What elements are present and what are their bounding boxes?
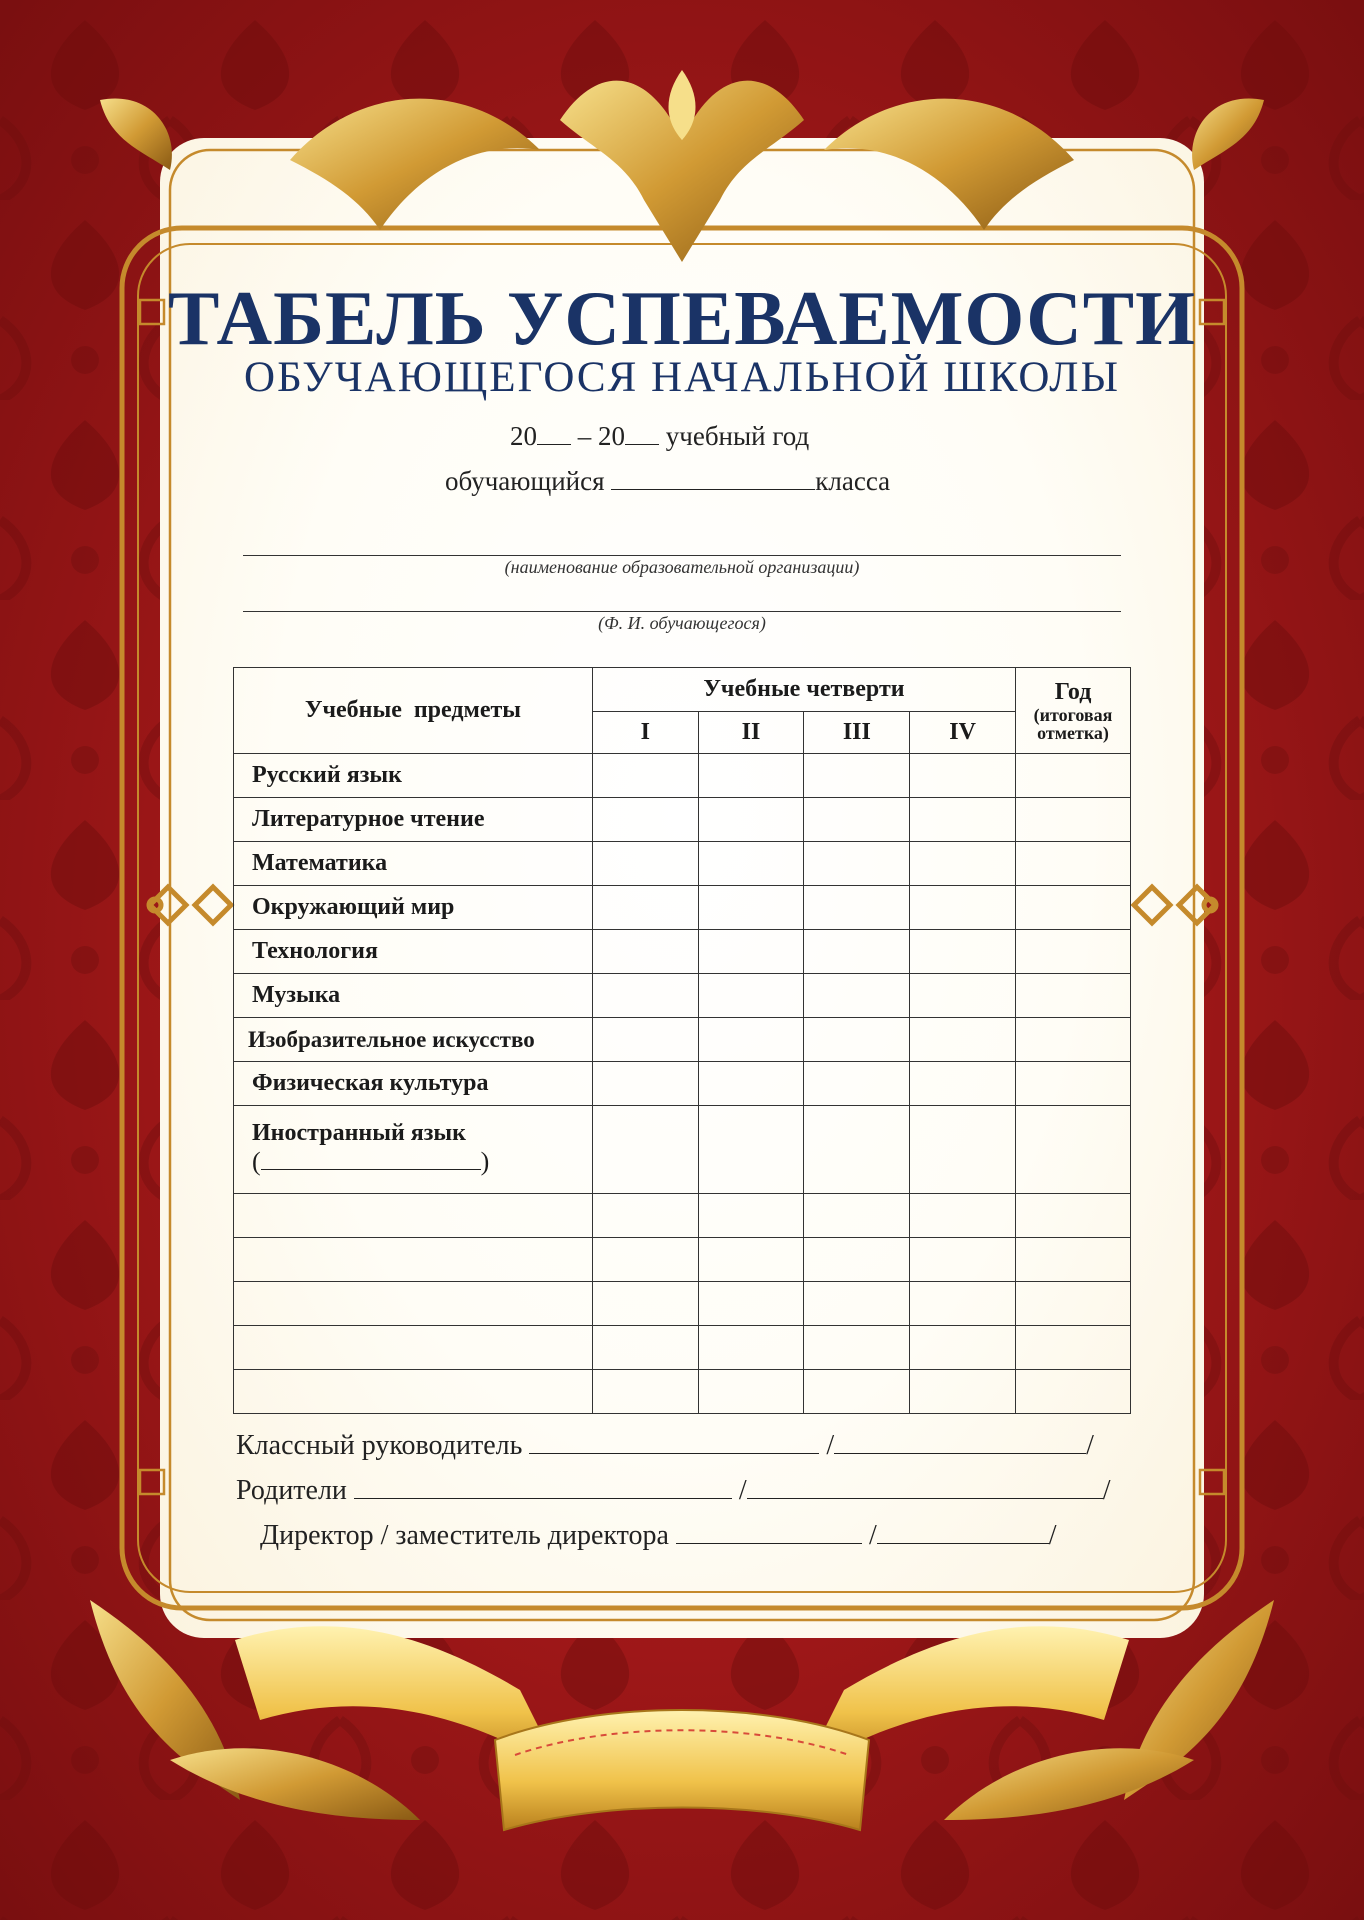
grade-cell[interactable]	[1016, 842, 1131, 886]
quarter-3-header: III	[804, 712, 910, 754]
grade-cell[interactable]	[698, 1062, 804, 1106]
grade-cell[interactable]	[698, 1018, 804, 1062]
grade-cell[interactable]	[1016, 1238, 1131, 1282]
grade-cell[interactable]	[592, 1106, 698, 1194]
subject-label: Иностранный язык	[252, 1120, 466, 1146]
class-blank[interactable]	[611, 465, 815, 490]
subject-cell-empty[interactable]	[234, 1238, 593, 1282]
grade-cell[interactable]	[592, 974, 698, 1018]
grade-cell[interactable]	[804, 974, 910, 1018]
table-row	[234, 1194, 1131, 1238]
grade-cell[interactable]	[592, 1370, 698, 1414]
class-teacher-name-blank[interactable]	[834, 1427, 1086, 1454]
year-end-blank[interactable]	[625, 420, 659, 445]
grade-cell[interactable]	[592, 886, 698, 930]
subject-cell-empty[interactable]	[234, 1194, 593, 1238]
table-row	[234, 1238, 1131, 1282]
grade-cell[interactable]	[1016, 1370, 1131, 1414]
grade-cell[interactable]	[910, 842, 1016, 886]
table-header-row	[234, 668, 1131, 712]
table-row	[234, 1326, 1131, 1370]
grade-cell[interactable]	[592, 798, 698, 842]
grade-cell[interactable]	[592, 930, 698, 974]
school-year-line: 20 – 20 учебный год	[510, 421, 810, 451]
grade-cell[interactable]	[698, 1194, 804, 1238]
grade-cell[interactable]	[592, 754, 698, 798]
grade-cell[interactable]	[592, 1326, 698, 1370]
parents-sign-blank[interactable]	[354, 1472, 732, 1499]
grade-cell[interactable]	[804, 1194, 910, 1238]
grade-cell[interactable]	[910, 1282, 1016, 1326]
grade-cell[interactable]	[910, 798, 1016, 842]
grade-cell[interactable]	[910, 930, 1016, 974]
table-row	[234, 974, 1131, 1018]
class-line: обучающийся класса	[445, 466, 891, 496]
grade-cell[interactable]	[1016, 1194, 1131, 1238]
table-row	[234, 886, 1131, 930]
grade-cell[interactable]	[698, 974, 804, 1018]
table-row	[234, 842, 1131, 886]
grade-cell[interactable]	[592, 842, 698, 886]
class-teacher-sign-blank[interactable]	[529, 1427, 819, 1454]
grade-cell[interactable]	[804, 754, 910, 798]
grade-cell[interactable]	[698, 842, 804, 886]
student-caption: (Ф. И. обучающегося)	[598, 613, 766, 633]
grade-cell[interactable]	[1016, 754, 1131, 798]
grade-cell[interactable]	[804, 1326, 910, 1370]
grade-cell[interactable]	[910, 974, 1016, 1018]
grade-cell[interactable]	[698, 1370, 804, 1414]
grade-cell[interactable]	[592, 1194, 698, 1238]
grade-cell[interactable]	[698, 1282, 804, 1326]
subject-label: Русский язык	[234, 754, 593, 798]
director-signature: Директор / заместитель директора / /	[260, 1517, 1057, 1552]
grade-cell[interactable]	[592, 1238, 698, 1282]
organization-field[interactable]	[243, 555, 1121, 556]
table-row	[234, 754, 1131, 798]
quarter-2-header: II	[698, 712, 804, 754]
grade-cell[interactable]	[698, 886, 804, 930]
organization-caption: (наименование образовательной организации)	[504, 557, 860, 577]
grade-cell[interactable]	[804, 930, 910, 974]
class-teacher-signature: Классный руководитель / /	[236, 1427, 1094, 1462]
grade-cell[interactable]	[698, 1106, 804, 1194]
subject-label: Физическая культура	[234, 1062, 593, 1106]
grades-table	[233, 667, 1131, 1414]
grade-cell[interactable]	[804, 1106, 910, 1194]
grade-cell[interactable]	[910, 1326, 1016, 1370]
year-note: (итоговая отметка)	[1033, 705, 1113, 743]
grade-cell[interactable]	[592, 1018, 698, 1062]
grade-cell[interactable]	[592, 1282, 698, 1326]
grade-cell[interactable]	[1016, 974, 1131, 1018]
grade-cell[interactable]	[910, 1370, 1016, 1414]
table-row	[234, 1062, 1131, 1106]
subject-label: Изобразительное искусство	[234, 1018, 593, 1062]
grade-cell[interactable]	[910, 1062, 1016, 1106]
grade-cell[interactable]	[910, 1106, 1016, 1194]
year-start-blank[interactable]	[537, 420, 571, 445]
grade-cell[interactable]	[1016, 798, 1131, 842]
grade-cell[interactable]	[698, 930, 804, 974]
table-row	[234, 1106, 1131, 1194]
grade-cell[interactable]	[1016, 886, 1131, 930]
subject-label: Окружающий мир	[234, 886, 593, 930]
grade-cell[interactable]	[804, 798, 910, 842]
table-row	[234, 1370, 1131, 1414]
grade-cell[interactable]	[804, 1370, 910, 1414]
quarters-header: Учебные четверти	[592, 668, 1015, 712]
grade-cell[interactable]	[804, 1238, 910, 1282]
grade-cell[interactable]	[804, 886, 910, 930]
director-name-blank[interactable]	[877, 1517, 1049, 1544]
grade-cell[interactable]	[698, 754, 804, 798]
subject-label: Музыка	[234, 974, 593, 1018]
subject-cell-empty[interactable]	[234, 1370, 593, 1414]
page-title: ТАБЕЛЬ УСПЕВАЕМОСТИ	[167, 275, 1197, 361]
table-row	[234, 798, 1131, 842]
quarter-4-header: IV	[910, 712, 1016, 754]
language-name-blank[interactable]	[261, 1147, 481, 1170]
grade-cell[interactable]	[1016, 1106, 1131, 1194]
grade-cell[interactable]	[592, 1062, 698, 1106]
page-subtitle: ОБУЧАЮЩЕГОСЯ НАЧАЛЬНОЙ ШКОЛЫ	[244, 354, 1120, 401]
director-sign-blank[interactable]	[676, 1517, 862, 1544]
subject-label: Технология	[234, 930, 593, 974]
foreign-language-cell	[234, 1106, 593, 1194]
grade-cell[interactable]	[698, 1326, 804, 1370]
grade-cell[interactable]	[1016, 1062, 1131, 1106]
year-header: Год (итоговая отметка)	[1016, 668, 1131, 754]
subject-cell-empty[interactable]	[234, 1326, 593, 1370]
table-row	[234, 1018, 1131, 1062]
subject-cell-empty[interactable]	[234, 1282, 593, 1326]
table-row	[234, 1282, 1131, 1326]
grade-cell[interactable]	[1016, 1326, 1131, 1370]
grade-cell[interactable]	[910, 1194, 1016, 1238]
grade-cell[interactable]	[910, 1238, 1016, 1282]
parents-signature: Родители / /	[236, 1472, 1110, 1507]
grade-cell[interactable]	[1016, 930, 1131, 974]
grade-cell[interactable]	[804, 1282, 910, 1326]
grade-cell[interactable]	[804, 1062, 910, 1106]
grade-cell[interactable]	[804, 842, 910, 886]
grade-cell[interactable]	[910, 1018, 1016, 1062]
student-name-field[interactable]	[243, 611, 1121, 612]
grade-cell[interactable]	[910, 754, 1016, 798]
grade-cell[interactable]	[698, 1238, 804, 1282]
subjects-header: Учебные предметы	[234, 668, 593, 754]
foreign-language-blank[interactable]: ( )	[252, 1147, 490, 1176]
grade-cell[interactable]	[1016, 1282, 1131, 1326]
quarter-1-header: I	[592, 712, 698, 754]
grade-cell[interactable]	[698, 798, 804, 842]
grade-cell[interactable]	[804, 1018, 910, 1062]
subject-label: Математика	[234, 842, 593, 886]
grade-cell[interactable]	[1016, 1018, 1131, 1062]
grade-cell[interactable]	[910, 886, 1016, 930]
subject-label: Литературное чтение	[234, 798, 593, 842]
parents-name-blank[interactable]	[747, 1472, 1103, 1499]
table-row	[234, 930, 1131, 974]
